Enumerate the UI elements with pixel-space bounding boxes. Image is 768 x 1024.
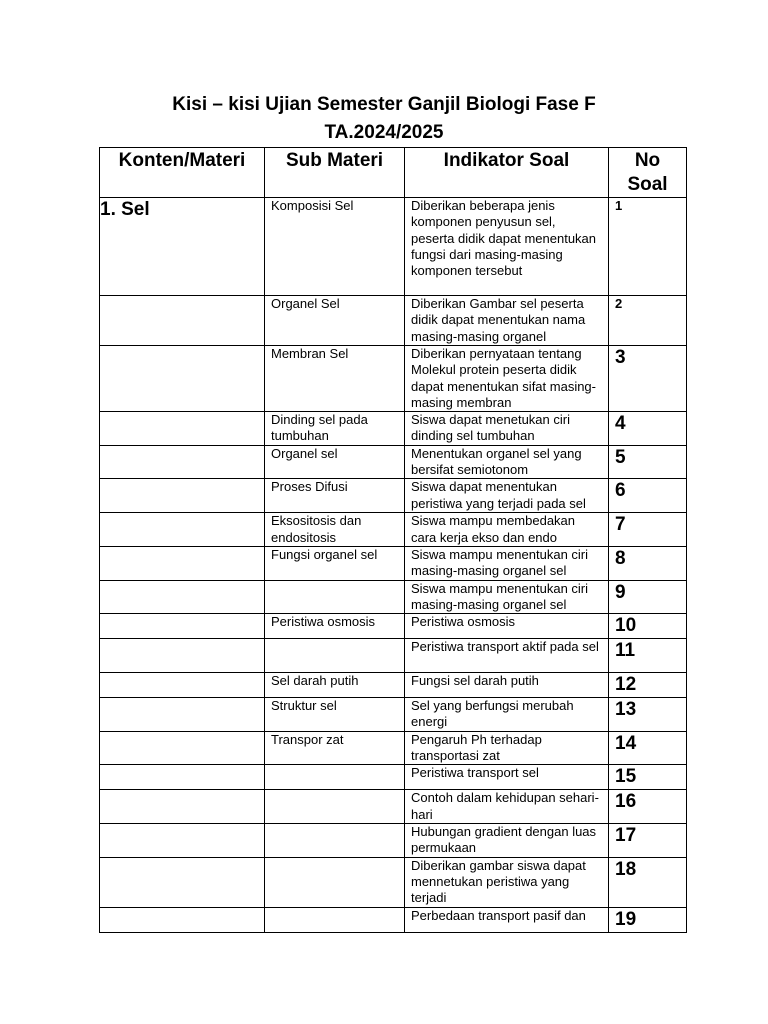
row-sub-materi-cell <box>265 639 405 673</box>
table-row <box>100 198 687 296</box>
row-indikator-cell: Siswa dapat menetukan ciri dinding sel tumbuhan <box>405 412 609 446</box>
row-no-soal-cell: 15 <box>609 765 687 790</box>
row-konten-cell <box>100 823 265 857</box>
table-row <box>100 731 687 765</box>
row-konten-cell <box>100 765 265 790</box>
row-indikator-cell: Sel yang berfungsi merubah energi <box>405 698 609 732</box>
row-konten-cell <box>100 614 265 639</box>
row-no-soal-cell: 12 <box>609 673 687 698</box>
row-sub-materi-cell: Dinding sel pada tumbuhan <box>265 412 405 446</box>
row-indikator-cell: Perbedaan transport pasif dan <box>405 907 609 932</box>
table-row <box>100 580 687 614</box>
row-konten-cell <box>100 479 265 513</box>
table-row <box>100 346 687 412</box>
row-konten-cell <box>100 580 265 614</box>
row-indikator-cell: Fungsi sel darah putih <box>405 673 609 698</box>
row-indikator-cell: Menentukan organel sel yang bersifat semiotonom <box>405 445 609 479</box>
row-sub-materi-cell: Sel darah putih <box>265 673 405 698</box>
table-row <box>100 513 687 547</box>
row-no-soal-cell: 1 <box>609 198 687 296</box>
row-konten-cell <box>100 790 265 824</box>
row-indikator-cell: Contoh dalam kehidupan sehari-hari <box>405 790 609 824</box>
header-konten-materi: Konten/Materi <box>100 148 265 198</box>
row-sub-materi-cell: Eksositosis dan endositosis <box>265 513 405 547</box>
kisi-kisi-table <box>99 147 687 933</box>
table-row <box>100 296 687 346</box>
row-sub-materi-cell <box>265 907 405 932</box>
row-indikator-cell: Diberikan Gambar sel peserta didik dapat menentukan nama masing-masing organel <box>405 296 609 346</box>
row-no-soal-cell: 11 <box>609 639 687 673</box>
row-konten-cell <box>100 857 265 907</box>
row-sub-materi-cell: Transpor zat <box>265 731 405 765</box>
row-indikator-cell: Diberikan gambar siswa dapat mennetukan peristiwa yang terjadi <box>405 857 609 907</box>
row-sub-materi-cell <box>265 857 405 907</box>
table-row <box>100 765 687 790</box>
document-subtitle: TA.2024/2025 <box>324 122 444 143</box>
row-no-soal-cell: 6 <box>609 479 687 513</box>
row-indikator-cell: Siswa mampu menentukan ciri masing-masing organel sel <box>405 580 609 614</box>
row-konten-cell <box>100 698 265 732</box>
row-konten-cell <box>100 346 265 412</box>
table-row <box>100 412 687 446</box>
row-sub-materi-cell: Fungsi organel sel <box>265 546 405 580</box>
row-indikator-cell: Pengaruh Ph terhadap transportasi zat <box>405 731 609 765</box>
row-no-soal-cell: 18 <box>609 857 687 907</box>
row-sub-materi-cell: Organel Sel <box>265 296 405 346</box>
row-konten-cell <box>100 907 265 932</box>
row-no-soal-cell: 14 <box>609 731 687 765</box>
row-sub-materi-cell: Membran Sel <box>265 346 405 412</box>
row-konten-cell <box>100 546 265 580</box>
document-title: Kisi – kisi Ujian Semester Ganjil Biologi Fase F <box>172 94 596 115</box>
row-indikator-cell: Peristiwa transport aktif pada sel <box>405 639 609 673</box>
row-sub-materi-cell: Struktur sel <box>265 698 405 732</box>
header-sub-materi: Sub Materi <box>265 148 405 198</box>
table-row <box>100 907 687 932</box>
table-row <box>100 614 687 639</box>
table-row <box>100 823 687 857</box>
row-indikator-cell: Siswa dapat menentukan peristiwa yang terjadi pada sel <box>405 479 609 513</box>
table-row <box>100 857 687 907</box>
row-sub-materi-cell <box>265 765 405 790</box>
header-indikator-soal: Indikator Soal <box>405 148 609 198</box>
row-no-soal-cell: 17 <box>609 823 687 857</box>
row-konten-cell <box>100 445 265 479</box>
row-no-soal-cell: 10 <box>609 614 687 639</box>
row-no-soal-cell: 2 <box>609 296 687 346</box>
row-no-soal-cell: 5 <box>609 445 687 479</box>
table-row <box>100 445 687 479</box>
table-row <box>100 479 687 513</box>
table-header-row <box>100 148 687 198</box>
row-no-soal-cell: 8 <box>609 546 687 580</box>
row-no-soal-cell: 19 <box>609 907 687 932</box>
header-no-soal: No Soal <box>609 148 687 198</box>
row-no-soal-cell: 13 <box>609 698 687 732</box>
table-row <box>100 639 687 673</box>
table-row <box>100 698 687 732</box>
row-sub-materi-cell: Proses Difusi <box>265 479 405 513</box>
row-no-soal-cell: 9 <box>609 580 687 614</box>
row-indikator-cell: Siswa mampu menentukan ciri masing-masing organel sel <box>405 546 609 580</box>
row-indikator-cell: Peristiwa osmosis <box>405 614 609 639</box>
row-no-soal-cell: 4 <box>609 412 687 446</box>
row-no-soal-cell: 16 <box>609 790 687 824</box>
row-konten-cell: 1. Sel <box>100 198 265 296</box>
row-sub-materi-cell <box>265 790 405 824</box>
row-indikator-cell: Diberikan pernyataan tentang Molekul protein peserta didik dapat menentukan sifat masing-masing membran <box>405 346 609 412</box>
row-sub-materi-cell <box>265 823 405 857</box>
row-konten-cell <box>100 296 265 346</box>
row-konten-cell <box>100 639 265 673</box>
row-no-soal-cell: 7 <box>609 513 687 547</box>
row-konten-cell <box>100 731 265 765</box>
row-sub-materi-cell: Komposisi Sel <box>265 198 405 296</box>
row-indikator-cell: Siswa mampu membedakan cara kerja ekso dan endo <box>405 513 609 547</box>
row-no-soal-cell: 3 <box>609 346 687 412</box>
row-sub-materi-cell <box>265 580 405 614</box>
table-row <box>100 546 687 580</box>
row-indikator-cell: Diberikan beberapa jenis komponen penyusun sel, peserta didik dapat menentukan fungsi dari masing-masing komponen tersebut <box>405 198 609 296</box>
table-row <box>100 673 687 698</box>
row-indikator-cell: Hubungan gradient dengan luas permukaan <box>405 823 609 857</box>
table-row <box>100 790 687 824</box>
row-indikator-cell: Peristiwa transport sel <box>405 765 609 790</box>
row-sub-materi-cell: Peristiwa osmosis <box>265 614 405 639</box>
row-sub-materi-cell: Organel sel <box>265 445 405 479</box>
row-konten-cell <box>100 673 265 698</box>
row-konten-cell <box>100 513 265 547</box>
row-konten-cell <box>100 412 265 446</box>
